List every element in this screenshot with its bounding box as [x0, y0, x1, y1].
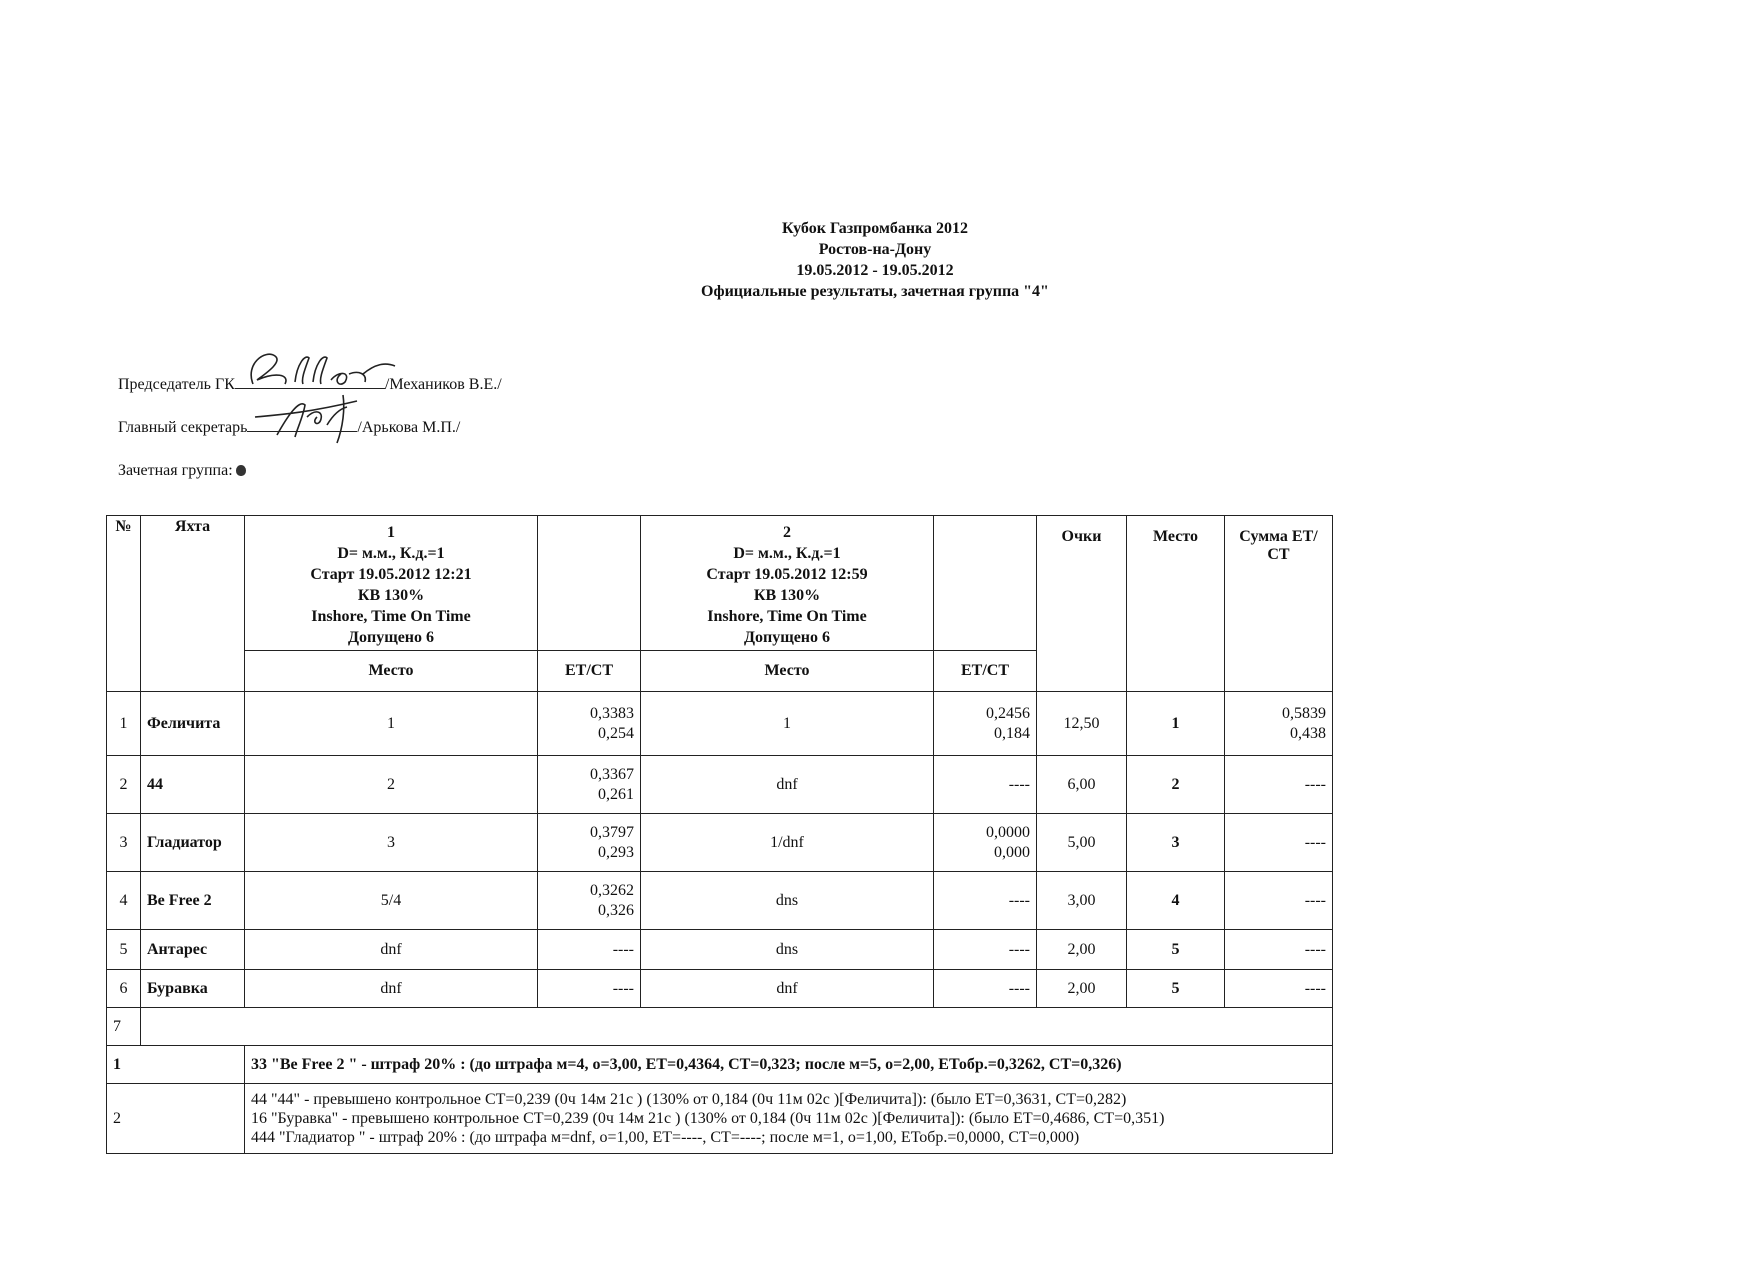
- race1-place: 5/4: [245, 872, 538, 930]
- table-row: [107, 814, 1333, 872]
- header-points: Очки: [1037, 516, 1127, 692]
- race2-place-header: Место: [641, 651, 934, 692]
- event-dates: 19.05.2012 - 19.05.2012: [796, 262, 954, 279]
- table-row: [107, 970, 1333, 1008]
- note-row: [107, 1084, 1333, 1154]
- race2-ct: 0,184: [994, 724, 1030, 742]
- note-no: 2: [107, 1084, 245, 1154]
- race2-place: dnf: [641, 756, 934, 814]
- yacht-name: 44: [141, 756, 245, 814]
- header-no: №: [107, 516, 141, 692]
- points: 12,50: [1037, 692, 1127, 756]
- race2-kv: КВ 130%: [753, 587, 821, 604]
- results-title: Официальные результаты, зачетная группа "4": [701, 283, 1049, 300]
- secretary-name: /Арькова М.П./: [357, 419, 461, 436]
- race1-type: Inshore, Time On Time: [311, 608, 471, 625]
- race2-etct: ----: [934, 930, 1037, 970]
- secretary-signature-line: [118, 413, 460, 437]
- final-place: 2: [1127, 756, 1225, 814]
- race2-etct: ----: [934, 970, 1037, 1008]
- race1-etct: [538, 872, 641, 930]
- race2-etct: ----: [934, 872, 1037, 930]
- race1-number: 1: [387, 524, 395, 541]
- table-header-row: [107, 516, 1333, 651]
- race1-place: 1: [245, 692, 538, 756]
- race1-start: Старт 19.05.2012 12:21: [310, 566, 472, 583]
- race2-place: 1/dnf: [641, 814, 934, 872]
- secretary-signature: [247, 413, 357, 432]
- points: 3,00: [1037, 872, 1127, 930]
- document-header: [0, 218, 1750, 302]
- final-place: 1: [1127, 692, 1225, 756]
- table-row: [107, 1008, 1333, 1046]
- note-text: [245, 1084, 1333, 1154]
- race1-admitted: Допущено 6: [347, 629, 435, 646]
- note-line: 16 "Буравка" - превышено контрольное СТ=0,239 (0ч 14м 21с ) (130% от 0,184 (0ч 11м 02с )[Феличита]): (было ЕТ=0,4686, СТ=0,351): [251, 1110, 1165, 1127]
- points: 2,00: [1037, 930, 1127, 970]
- row-no: 1: [107, 692, 141, 756]
- yacht-name: Гладиатор: [141, 814, 245, 872]
- note-line: 44 "44" - превышено контрольное СТ=0,239 (0ч 14м 21с ) (130% от 0,184 (0ч 11м 02с )[Феличита]): (было ЕТ=0,3631, СТ=0,282): [251, 1091, 1127, 1108]
- race1-ct: 0,254: [598, 724, 634, 742]
- race2-admitted: Допущено 6: [743, 629, 831, 646]
- table-row: [107, 756, 1333, 814]
- ink-mark-icon: [236, 465, 246, 476]
- event-location: Ростов-на-Дону: [818, 241, 932, 258]
- chair-label: Председатель ГК: [118, 376, 235, 393]
- race2-etct: ----: [934, 756, 1037, 814]
- race2-et: 0,0000: [986, 823, 1030, 841]
- points: 6,00: [1037, 756, 1127, 814]
- note-no: 1: [107, 1046, 245, 1084]
- race1-et: 0,3367: [590, 765, 634, 783]
- race1-place: 2: [245, 756, 538, 814]
- row-no: 2: [107, 756, 141, 814]
- yacht-name: Буравка: [141, 970, 245, 1008]
- race2-et: 0,2456: [986, 704, 1030, 722]
- sum-ct: 0,438: [1290, 724, 1326, 742]
- race1-et: 0,3262: [590, 881, 634, 899]
- sum-etct: ----: [1225, 930, 1333, 970]
- race2-etct-header: ЕТ/СТ: [934, 651, 1037, 692]
- sum-etct: [1225, 692, 1333, 756]
- race1-distance: D= м.м., К.д.=1: [337, 545, 445, 562]
- race2-place: dns: [641, 930, 934, 970]
- race1-place: dnf: [245, 930, 538, 970]
- sum-etct: ----: [1225, 970, 1333, 1008]
- sum-etct: ----: [1225, 872, 1333, 930]
- table-row: [107, 872, 1333, 930]
- final-place: 3: [1127, 814, 1225, 872]
- race2-place: 1: [641, 692, 934, 756]
- race2-header: [641, 516, 934, 651]
- final-place: 5: [1127, 970, 1225, 1008]
- points: 2,00: [1037, 970, 1127, 1008]
- row-no: 4: [107, 872, 141, 930]
- yacht-name: Феличита: [141, 692, 245, 756]
- header-place: Место: [1127, 516, 1225, 692]
- race1-place: dnf: [245, 970, 538, 1008]
- header-sum: Сумма ЕТ/СТ: [1225, 516, 1333, 692]
- race1-etct: [538, 756, 641, 814]
- race2-place: dnf: [641, 970, 934, 1008]
- race2-place: dns: [641, 872, 934, 930]
- row-no: 6: [107, 970, 141, 1008]
- race1-place-header: Место: [245, 651, 538, 692]
- race2-start: Старт 19.05.2012 12:59: [706, 566, 868, 583]
- yacht-name: Антарес: [141, 930, 245, 970]
- race1-etct: [538, 692, 641, 756]
- event-title: Кубок Газпромбанка 2012: [781, 220, 969, 237]
- sum-etct: ----: [1225, 756, 1333, 814]
- race1-header-blank: [538, 516, 641, 651]
- header-yacht: Яхта: [141, 516, 245, 692]
- row-no: 7: [107, 1008, 141, 1046]
- secretary-label: Главный секретарь: [118, 419, 248, 436]
- final-place: 5: [1127, 930, 1225, 970]
- note-text: 33 "Be Free 2 " - штраф 20% : (до штрафа м=4, о=3,00, ЕТ=0,4364, СТ=0,323; после м=5, о=2,00, ЕТобр.=0,3262, СТ=0,326): [245, 1046, 1333, 1084]
- race1-header: [245, 516, 538, 651]
- chair-name: /Механиков В.Е./: [384, 376, 502, 393]
- race1-etct: [538, 814, 641, 872]
- note-row: [107, 1046, 1333, 1084]
- race1-kv: КВ 130%: [357, 587, 425, 604]
- final-place: 4: [1127, 872, 1225, 930]
- sum-etct: ----: [1225, 814, 1333, 872]
- note-line: 444 "Гладиатор " - штраф 20% : (до штрафа м=dnf, о=1,00, ЕТ=----, СТ=----; после м=1, о=1,00, ЕТобр.=0,0000, СТ=0,000): [251, 1129, 1080, 1146]
- race2-ct: 0,000: [994, 843, 1030, 861]
- race1-etct-header: ЕТ/СТ: [538, 651, 641, 692]
- yacht-name: Be Free 2: [141, 872, 245, 930]
- race1-etct: ----: [538, 970, 641, 1008]
- race1-ct: 0,261: [598, 785, 634, 803]
- race1-ct: 0,326: [598, 901, 634, 919]
- sum-et: 0,5839: [1282, 704, 1326, 722]
- row-no: 5: [107, 930, 141, 970]
- race1-ct: 0,293: [598, 843, 634, 861]
- race1-et: 0,3797: [590, 823, 634, 841]
- race2-type: Inshore, Time On Time: [707, 608, 867, 625]
- empty-row: [141, 1008, 1333, 1046]
- race2-header-blank: [934, 516, 1037, 651]
- race1-et: 0,3383: [590, 704, 634, 722]
- scoring-group: [118, 462, 246, 480]
- race2-distance: D= м.м., К.д.=1: [733, 545, 841, 562]
- results-table: [106, 515, 1333, 1154]
- scoring-group-label: Зачетная группа:: [118, 462, 233, 479]
- race1-etct: ----: [538, 930, 641, 970]
- table-row: [107, 930, 1333, 970]
- table-row: [107, 692, 1333, 756]
- race2-etct: [934, 814, 1037, 872]
- points: 5,00: [1037, 814, 1127, 872]
- race1-place: 3: [245, 814, 538, 872]
- race2-etct: [934, 692, 1037, 756]
- row-no: 3: [107, 814, 141, 872]
- race2-number: 2: [783, 524, 791, 541]
